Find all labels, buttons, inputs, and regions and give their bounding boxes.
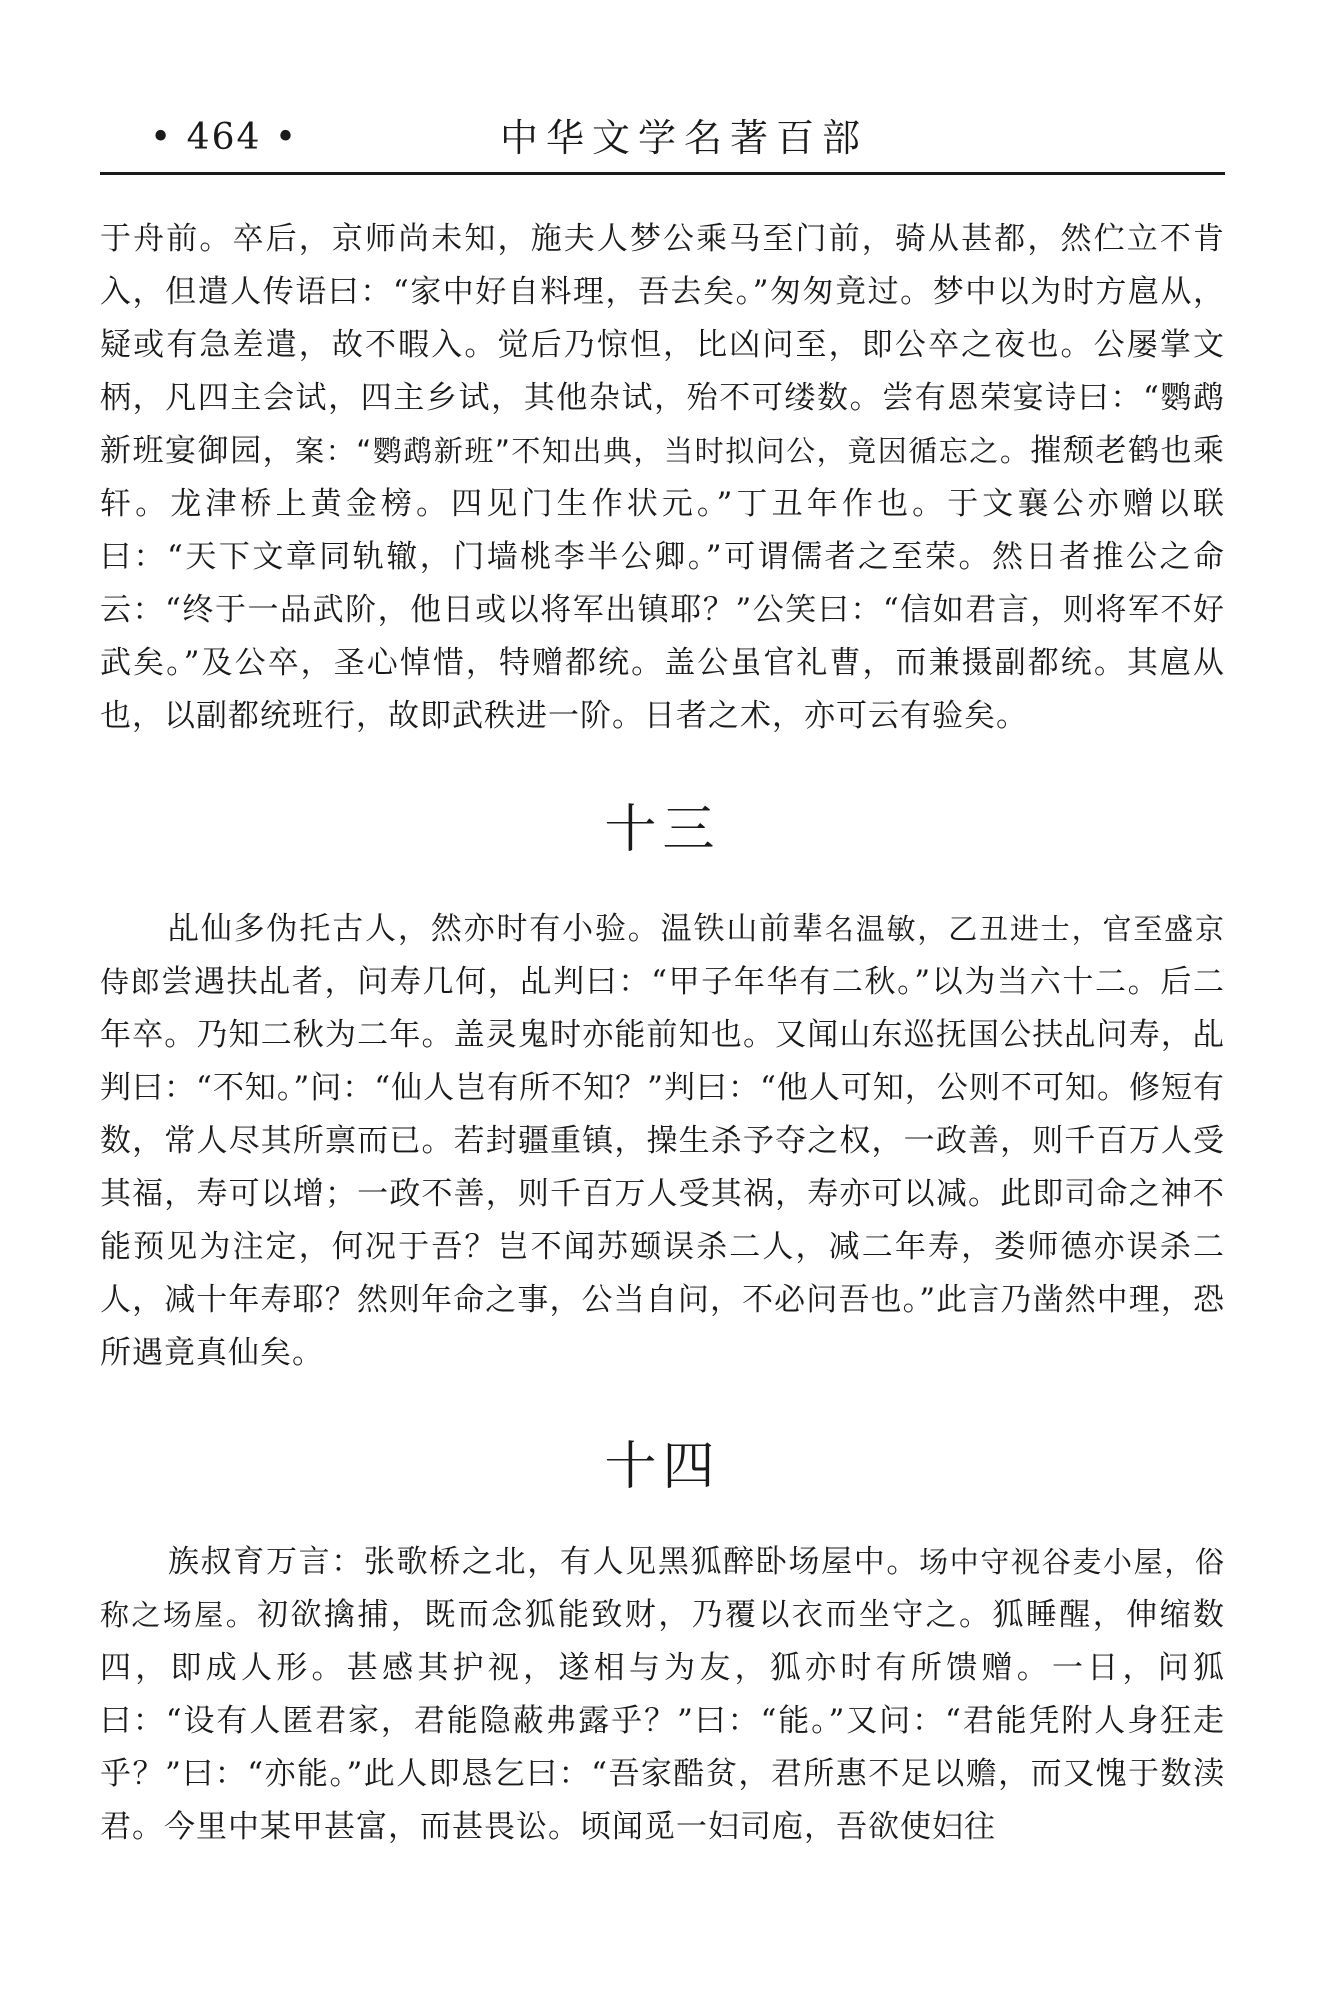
paragraph-section-13: [100, 903, 1225, 1380]
paragraph-text: 族叔育万言：张歌桥之北，有人见黑狐醉卧场屋中。: [168, 1544, 920, 1580]
paragraph-text: 尝遇扶乩者，问寿几何，乩判曰：“甲子年华有二秋。”以为当六十二。后二年卒。乃知二秋为二年。盖灵鬼时亦能前知也。又闻山东巡抚国公扶乩问寿，乩判曰：“不知。”问：“仙人岂有所不知？”判曰：“他人可知，公则不可知。修短有数，常人尽其所禀而已。若封疆重镇，操生杀予夺之权，一政善，则千百万人受其福，寿可以增；一政不善，则千百万人受其祸，寿亦可以减。此即司命之神不能预见为注定，何况于吾？岂不闻苏颋误杀二人，减二年寿，娄师德亦误杀二人，减十年寿耶？然则年命之事，公当自问，不必问吾也。”此言乃凿然中理，恐所遇竟真仙矣。: [100, 964, 1225, 1371]
page-number: • 464 •: [150, 117, 299, 158]
paragraph-text: 初欲擒捕，既而念狐能致财，乃覆以衣而坐守之。狐睡醒，伸缩数四，即成人形。甚感其护视，遂相与为友，狐亦时有所馈赠。一日，问狐曰：“设有人匿君家，君能隐蔽弗露乎？”曰：“能。”又问：“君能凭附人身狂走乎？”曰：“亦能。”此人即恳乞曰：“吾家酷贫，君所惠不足以赡，而又愧于数渎君。今里中某甲甚富，而甚畏讼。顷闻觅一妇司庖，吾欲使妇往: [100, 1597, 1225, 1845]
paragraph-text: 于舟前。卒后，京师尚未知，施夫人梦公乘马至门前，骑从甚都，然伫立不肯入，但遣人传语曰：“家中好自料理，吾去矣。”匆匆竟过。梦中以为时方扈从，疑或有急差遣，故不暇入。觉后乃惊怛，比凶问至，即公卒之夜也。公屡掌文柄，凡四主会试，四主乡试，其他杂试，殆不可缕数。尝有恩荣宴诗曰：“鹦鹉新班宴御园，: [100, 221, 1225, 469]
section-title-13: 十三: [604, 800, 721, 860]
book-title: 中华文学名著百部: [500, 116, 869, 160]
section-title-14: 十四: [604, 1437, 721, 1497]
header-rule: [100, 172, 1225, 175]
page-header: [100, 108, 1225, 168]
paragraph-text: 摧颓老鹤也乘轩。龙津桥上黄金榜。四见门生作状元。”丁丑年作也。于文襄公亦赠以联曰：“天下文章同轨辙，门墙桃李半公卿。”可谓儒者之至荣。然日者推公之命云：“终于一品武阶，他日或以将军出镇耶？”公笑曰：“信如君言，则将军不好武矣。”及公卒，圣心悼惜，特赠都统。盖公虽官礼曹，而兼摄副都统。其扈从也，以副都统班行，故即武秩进一阶。日者之术，亦可云有验矣。: [100, 433, 1225, 734]
inline-note: 案：“鹦鹉新班”不知出典，当时拟问公，竟因循忘之。: [295, 434, 1031, 468]
paragraph-text: 乩仙多伪托古人，然亦时有小验。温铁山前辈: [168, 911, 825, 947]
inline-note: 场中守视谷麦小屋，俗称之场屋。: [100, 1545, 1225, 1632]
page-body: [100, 213, 1225, 1854]
paragraph-continued: [100, 213, 1225, 743]
inline-note: 名温敏，乙丑进士，官至盛京侍郎: [100, 912, 1225, 999]
paragraph-section-14: [100, 1536, 1225, 1854]
